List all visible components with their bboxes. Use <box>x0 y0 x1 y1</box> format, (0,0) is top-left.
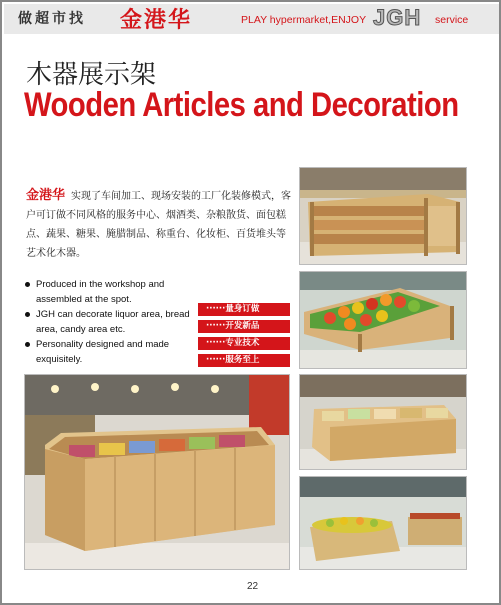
header-brand-logo: JGH <box>373 5 422 30</box>
feature-item: JGH can decorate liquor area, bread area, candy area etc. <box>24 307 199 337</box>
produce-island-photo <box>299 374 467 470</box>
feature-item: Personality designed and made exquisitely. <box>24 337 199 367</box>
fruit-bins-photo <box>299 476 467 570</box>
bakery-shelving-photo <box>299 167 467 265</box>
feature-list <box>24 277 199 367</box>
header-service: service <box>435 14 469 26</box>
page-number: 22 <box>246 581 259 592</box>
intro-paragraph <box>26 186 294 263</box>
intro-text: 实现了车间加工、现场安装的工厂化装修模式，客户可订做不同风格的服务中心、烟酒类、杂粮散货、面包糕点、蔬果、糖果、腌腊制品、称重台、化妆柜、百货堆头等艺术化木器。 <box>26 191 292 259</box>
header-brand-cn: 金港华 <box>120 7 193 33</box>
feature-item: Produced in the workshop and assembled at the spot. <box>24 277 199 307</box>
page-title-en: Wooden Articles and Decoration <box>24 86 459 124</box>
header-bar <box>4 4 499 34</box>
service-tag: ······服务至上 <box>198 354 290 367</box>
header-slogan-cn: 做超市找 <box>18 11 86 27</box>
header-slogan-en: PLAY hypermarket,ENJOY <box>241 14 367 26</box>
candy-counter-photo <box>24 374 290 570</box>
service-tags <box>198 303 290 371</box>
service-tag: ······开发新品 <box>198 320 290 333</box>
intro-brand: 金港华 <box>26 188 66 203</box>
service-tag: ······量身订做 <box>198 303 290 316</box>
page-title-cn: 木器展示架 <box>26 60 157 90</box>
fruit-rack-photo <box>299 271 467 369</box>
service-tag: ······专业技术 <box>198 337 290 350</box>
